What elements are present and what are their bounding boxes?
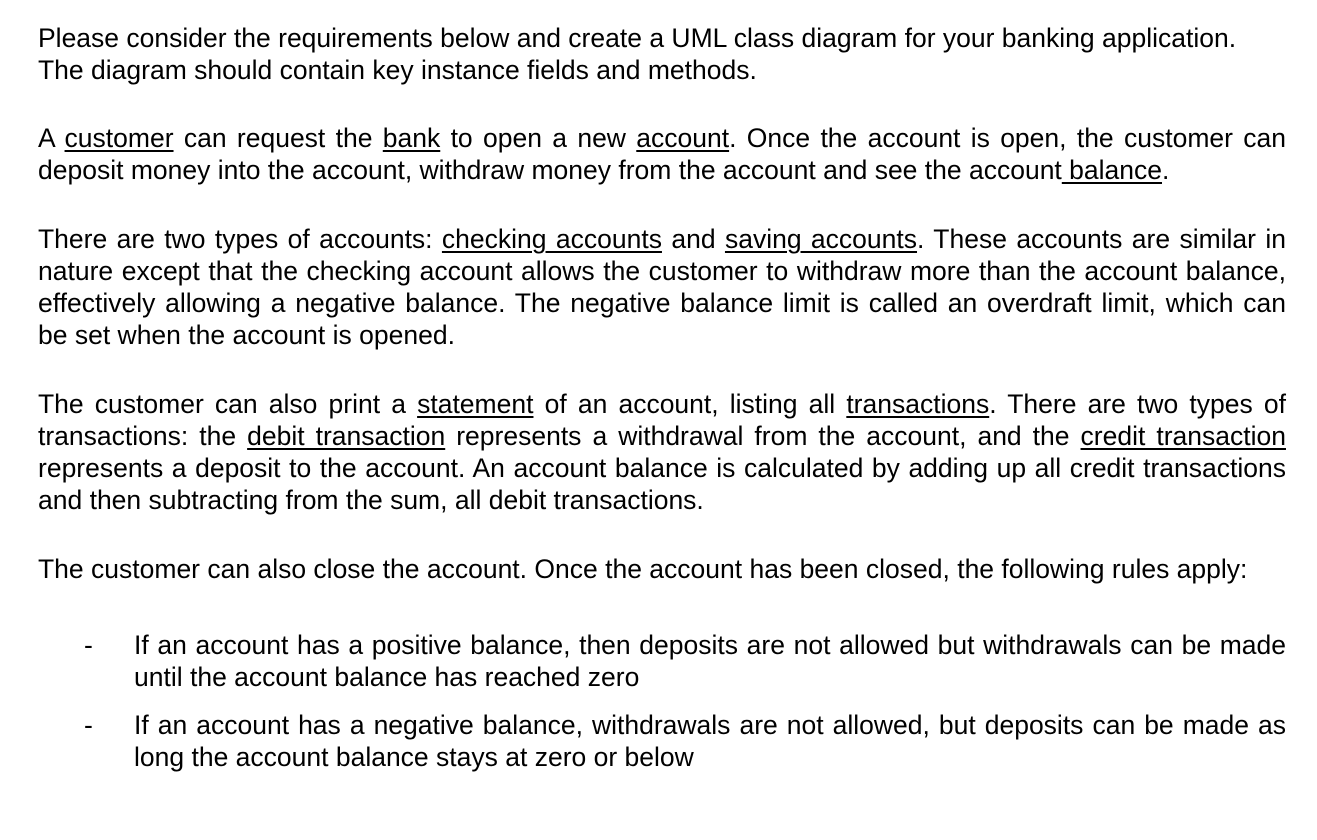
document-body xyxy=(38,22,1286,773)
text-run: represents a withdrawal from the account, and the xyxy=(445,421,1081,451)
text-run: The customer can also print a xyxy=(38,389,418,419)
intro-line-1: Please consider the requirements below and create a UML class diagram for your banking application. xyxy=(38,23,1237,53)
rule-text: If an account has a negative balance, withdrawals are not allowed, but deposits can be made as long the account balance stays at zero or below xyxy=(134,710,1286,772)
text-run: . These accounts are similar in nature except that the checking account allows the customer to withdraw more than the account balance, effectively allowing a negative balance. The negative balance limit is called an overdraft limit, which can be set when the account is opened. xyxy=(38,224,1286,350)
dash-marker: - xyxy=(84,710,93,740)
customer-bank-paragraph xyxy=(38,122,1286,186)
term-bank: bank xyxy=(382,123,441,153)
term-statement: statement xyxy=(417,389,534,419)
rule-text: If an account has a positive balance, then deposits are not allowed but withdrawals can be made until the account balance has reached zero xyxy=(134,630,1286,692)
term-debit-transaction: debit transaction xyxy=(247,421,446,451)
closed-account-rules-list xyxy=(38,629,1286,773)
term-checking-accounts: checking accounts xyxy=(441,224,662,254)
intro-line-2: The diagram should contain key instance fields and methods. xyxy=(38,55,757,85)
text-run: can request the xyxy=(173,123,383,153)
text-run: and xyxy=(661,224,725,254)
text-run: A xyxy=(38,123,65,153)
text-run: . Once the account is open, the customer can deposit money into the account, withdraw money from the account and see the account xyxy=(38,123,1287,185)
text-run: to open a new xyxy=(440,123,637,153)
term-customer: customer xyxy=(64,123,174,153)
text-run: . xyxy=(1162,155,1170,185)
rule-negative-balance xyxy=(38,709,1286,773)
text-run: There are two types of accounts: xyxy=(38,224,442,254)
account-types-paragraph xyxy=(38,223,1286,351)
text-run: represents a deposit to the account. An account balance is calculated by adding up all credit transactions and then subtracting from the sum, all debit transactions. xyxy=(38,453,1286,515)
text-run: . There are two types of transactions: the xyxy=(38,389,1286,451)
close-account-paragraph: The customer can also close the account. Once the account has been closed, the following rules apply: xyxy=(38,554,1248,584)
term-saving-accounts: saving accounts xyxy=(724,224,918,254)
intro-paragraph xyxy=(38,22,1286,86)
rule-positive-balance xyxy=(38,629,1286,693)
dash-marker: - xyxy=(84,630,93,660)
term-balance: balance xyxy=(1061,155,1162,185)
term-account: account xyxy=(636,123,730,153)
term-transactions: transactions xyxy=(846,389,990,419)
statement-transactions-paragraph xyxy=(38,388,1286,516)
text-run: of an account, listing all xyxy=(533,389,847,419)
term-credit-transaction: credit transaction xyxy=(1080,421,1286,451)
